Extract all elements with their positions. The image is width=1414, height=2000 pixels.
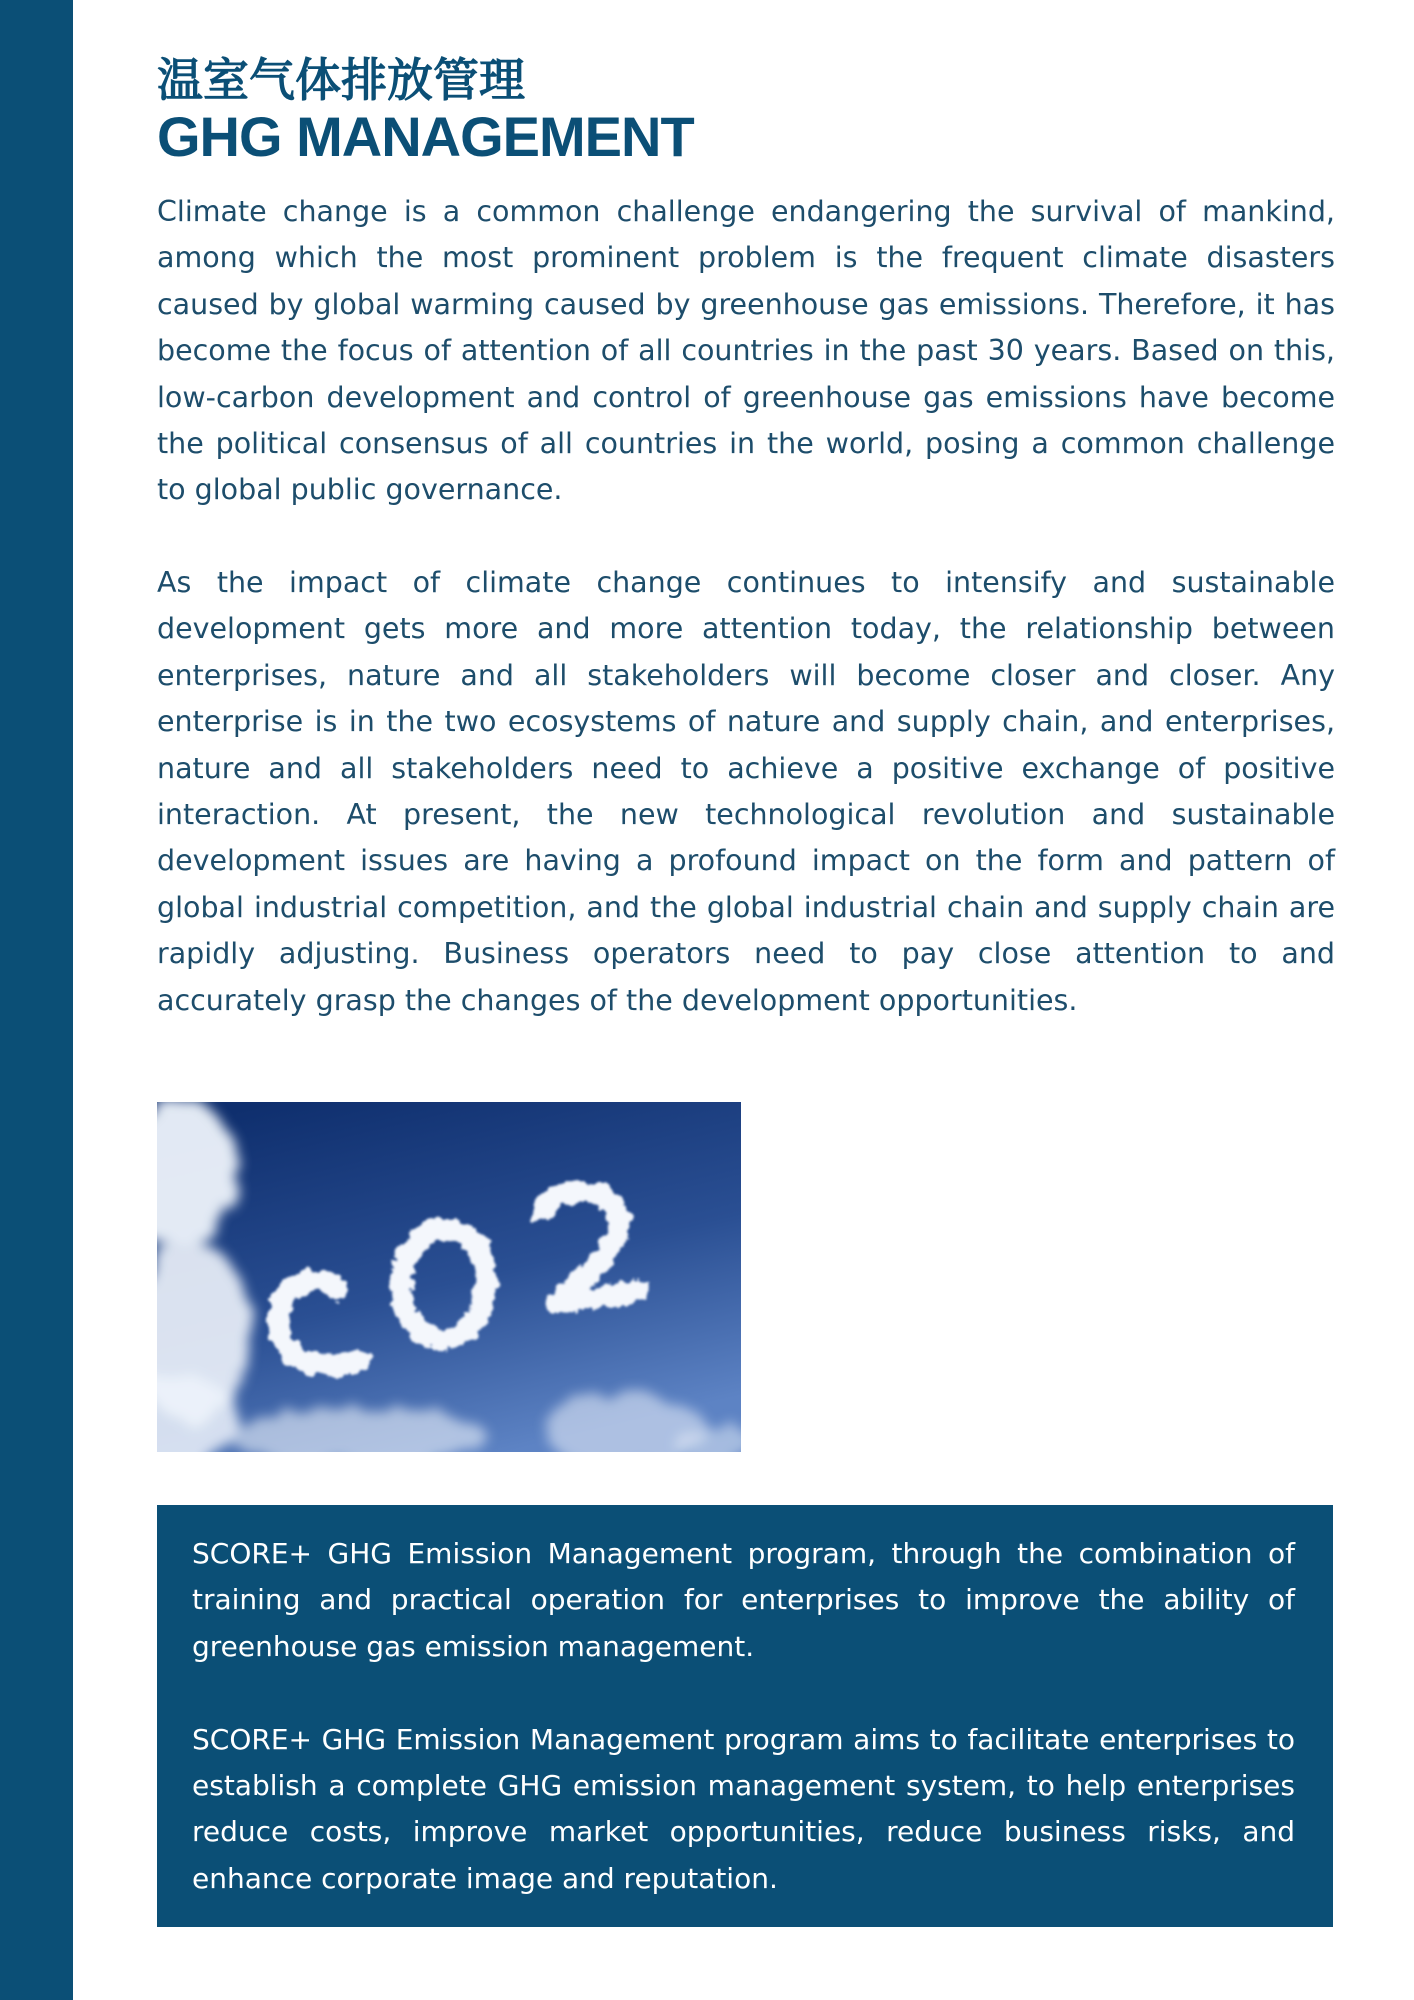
page-title-english: GHG MANAGEMENT xyxy=(157,105,694,168)
page-title-chinese: 温室气体排放管理 xyxy=(157,53,525,107)
left-accent-bar xyxy=(0,0,73,2000)
program-info-box xyxy=(157,1505,1333,1927)
program-info-paragraph: SCORE+ GHG Emission Management program, through the combination of training and practical operation for enterprises to improve the ability of greenhouse gas emission management. xyxy=(192,1537,1295,1663)
co2-cloud-sky-photo xyxy=(157,1102,741,1452)
impact-paragraph: As the impact of climate change continues to intensify and sustainable development gets more and more attention today, the relationship between enterprises, nature and all stakeholders will become closer and closer. Any enterprise is in the two ecosystems of nature and supply chain, and enterprises, nature and all stakeholders need to achieve a positive exchange of positive interaction. At present, the new technological revolution and sustainable development issues are having a profound impact on the form and pattern of global industrial competition, and the global industrial chain and supply chain are rapidly adjusting. Business operators need to pay close attention to and accurately grasp the changes of the development opportunities. xyxy=(157,566,1335,1017)
program-aims-paragraph: SCORE+ GHG Emission Management program aims to facilitate enterprises to establish a complete GHG emission management system, to help enterprises reduce costs, improve market opportunities, reduce business risks, and enhance corporate image and reputation. xyxy=(192,1722,1295,1895)
intro-paragraph: Climate change is a common challenge endangering the survival of mankind, among which the most prominent problem is the frequent climate disasters caused by global warming caused by greenhouse gas emissions. Therefore, it has become the focus of attention of all countries in the past 30 years. Based on this, low-carbon development and control of greenhouse gas emissions have become the political consensus of all countries in the world, posing a common challenge to global public governance. xyxy=(157,195,1335,507)
